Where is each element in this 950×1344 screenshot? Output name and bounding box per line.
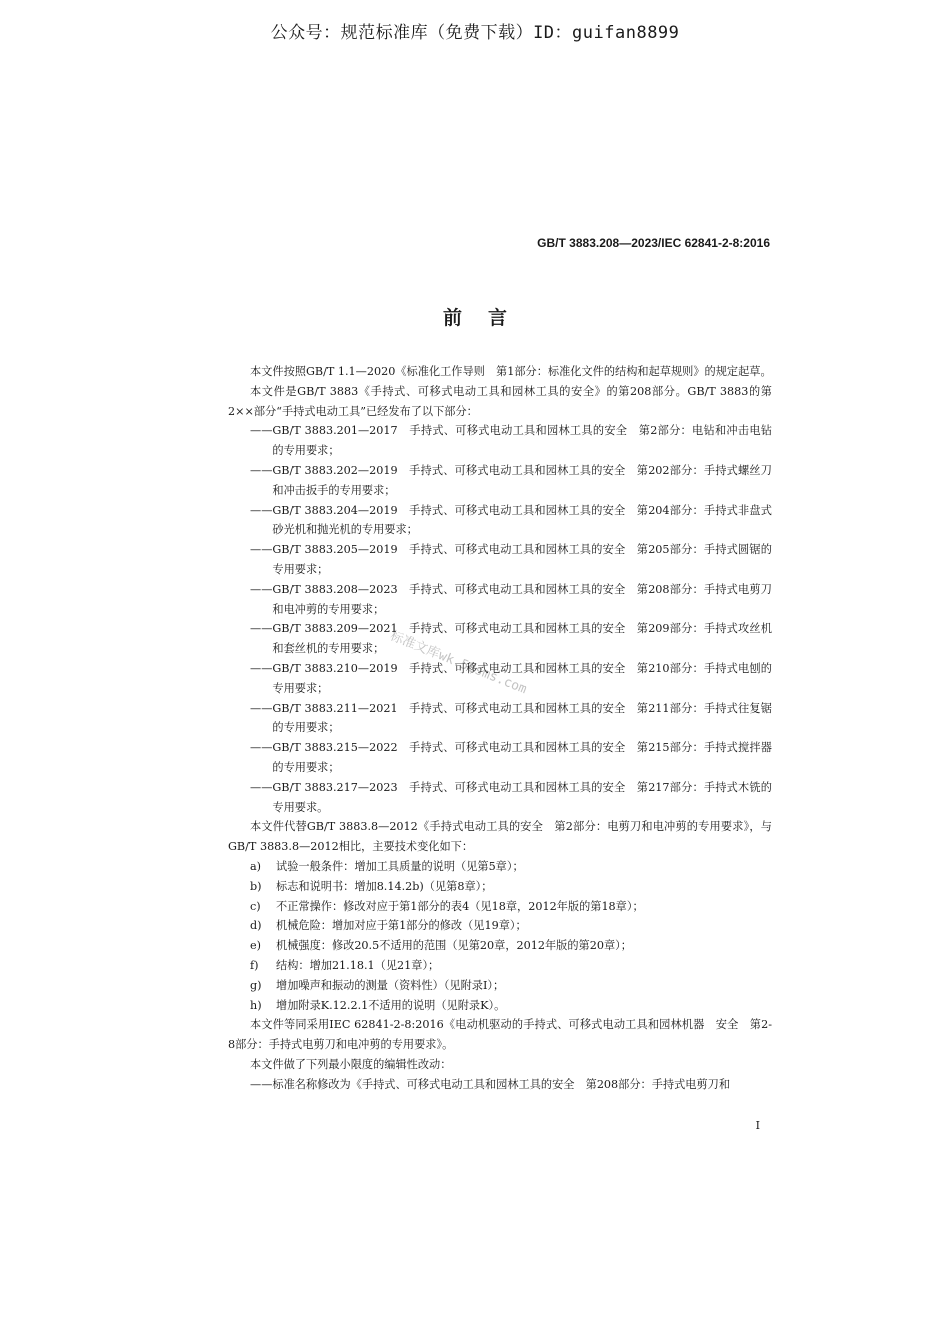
parts-list (250, 421, 772, 817)
list-item: g) 增加噪声和振动的测量（资料性）（见附录I）； (250, 978, 505, 992)
changes-list (250, 857, 772, 1015)
list-item: —— GB/T 3883.209—2021 手持式、可移式电动工具和园林工具的安全 第209部分：手持式攻丝机和套丝机的专用要求； (250, 622, 772, 656)
list-item: c) 不正常操作：修改对应于第1部分的表4（见18章，2012年版的第18章）； (250, 899, 644, 913)
source-banner: 公众号：规范标准库（免费下载）ID：guifan8899 (270, 23, 680, 43)
list-item: —— GB/T 3883.201—2017 手持式、可移式电动工具和园林工具的安全 第2部分：电钻和冲击电钻的专用要求； (250, 424, 772, 458)
paragraph-series-intro: 本文件是GB/T 3883《手持式、可移式电动工具和园林工具的安全》的第208部分。GB/T 3883的第2××部分“手持式电动工具”已经发布了以下部分： (228, 384, 772, 418)
list-item: e) 机械强度：修改20.5不适用的范围（见第20章，2012年版的第20章）； (250, 939, 632, 953)
document-body (228, 362, 772, 1094)
paragraph-drafting-rules: 本文件按照GB/T 1.1—2020《标准化工作导则 第1部分：标准化文件的结构和起草规则》的规定起草。 (250, 365, 772, 378)
list-item: h) 增加附录K.12.2.1不适用的说明（见附录K）。 (250, 998, 506, 1012)
list-item: —— GB/T 3883.204—2019 手持式、可移式电动工具和园林工具的安全 第204部分：手持式非盘式砂光机和抛光机的专用要求； (250, 503, 772, 537)
list-item: b) 标志和说明书：增加8.14.2b)（见第8章）； (250, 879, 493, 893)
watermark: 标准文库wk.58sms.com (387, 628, 529, 698)
list-item: —— GB/T 3883.208—2023 手持式、可移式电动工具和园林工具的安全 第208部分：手持式电剪刀和电冲剪的专用要求； (250, 582, 772, 616)
paragraph-editorial-intro: 本文件做了下列最小限度的编辑性改动： (250, 1057, 452, 1071)
page-title: 前言 (442, 307, 533, 329)
list-item: f) 结构：增加21.18.1（见21章）； (250, 958, 440, 972)
list-item: —— GB/T 3883.217—2023 手持式、可移式电动工具和园林工具的安全 第217部分：手持式木铣的专用要求。 (250, 780, 772, 814)
list-item: —— GB/T 3883.205—2019 手持式、可移式电动工具和园林工具的安全 第205部分：手持式圆锯的专用要求； (250, 543, 772, 576)
list-item: d) 机械危险：增加对应于第1部分的修改（见19章）； (250, 919, 527, 933)
list-item: —— GB/T 3883.210—2019 手持式、可移式电动工具和园林工具的安全 第210部分：手持式电刨的专用要求； (250, 661, 772, 695)
editorial-list (250, 1075, 772, 1095)
standard-number: GB/T 3883.208—2023/IEC 62841-2-8:2016 (537, 236, 770, 250)
list-item: —— GB/T 3883.215—2022 手持式、可移式电动工具和园林工具的安全 第215部分：手持式搅拌器的专用要求； (250, 741, 772, 774)
page-number: I (755, 1119, 760, 1132)
paragraph-equivalence: 本文件等同采用IEC 62841-2-8:2016《电动机驱动的手持式、可移式电动工具和园林机器 安全 第2-8部分：手持式电剪刀和电冲剪的专用要求》。 (228, 1018, 772, 1052)
paragraph-replaces: 本文件代替GB/T 3883.8—2012《手持式电动工具的安全 第2部分：电剪刀和电冲剪的专用要求》，与GB/T 3883.8—2012相比，主要技术变化如下： (228, 820, 772, 854)
list-item: —— GB/T 3883.211—2021 手持式、可移式电动工具和园林工具的安全 第211部分：手持式往复锯的专用要求； (250, 701, 772, 735)
list-item: a) 试验一般条件：增加工具质量的说明（见第5章）； (250, 859, 524, 873)
list-item: —— GB/T 3883.202—2019 手持式、可移式电动工具和园林工具的安全 第202部分：手持式螺丝刀和冲击扳手的专用要求； (250, 463, 772, 497)
list-item: —— 标准名称修改为《手持式、可移式电动工具和园林工具的安全 第208部分：手持式电剪刀和 (250, 1077, 731, 1091)
